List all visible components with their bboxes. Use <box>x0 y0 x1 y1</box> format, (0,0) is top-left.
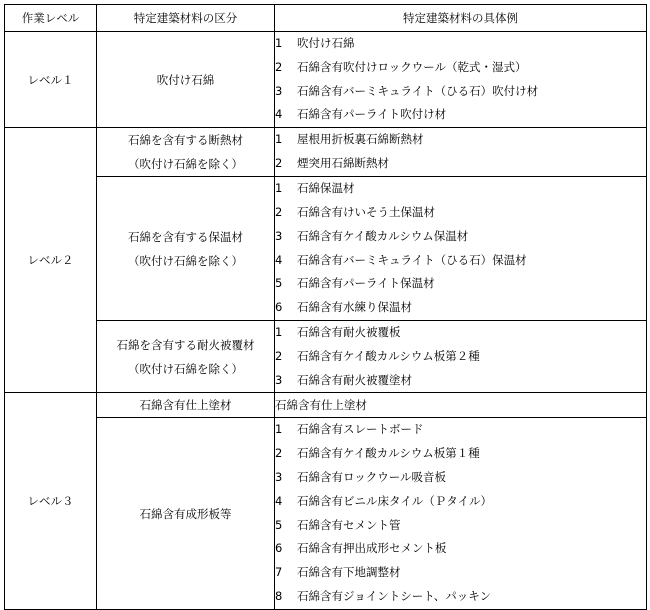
example-item-text: 石綿含有仕上塗材 <box>275 398 367 413</box>
work-level-cell: レベル１ <box>5 32 97 128</box>
header-row <box>5 5 647 32</box>
material-category-line: （吹付け石綿を除く） <box>128 253 243 268</box>
example-item <box>275 80 646 104</box>
example-item <box>275 177 646 201</box>
example-item-text: 石綿含有ビニル床タイル（Ｐタイル） <box>297 493 493 508</box>
example-item-text: 煙突用石綿断熱材 <box>297 156 389 171</box>
material-category-cell <box>97 320 275 392</box>
example-item <box>275 225 646 249</box>
example-item <box>275 128 646 152</box>
material-category-line: 石綿を含有する耐火被覆材 <box>116 337 255 352</box>
example-item <box>275 296 646 320</box>
example-item-text: 石綿含有ケイ酸カルシウム板第１種 <box>297 446 480 461</box>
header-work-level: 作業レベル <box>5 5 97 32</box>
example-item <box>275 537 646 561</box>
example-item-number: 1 <box>275 422 283 437</box>
example-item-text: 石綿含有バーミキュライト（ひる石）吹付け材 <box>297 83 539 98</box>
material-category-line: 吹付け石綿 <box>156 72 215 87</box>
example-item <box>275 56 646 80</box>
example-item-number: 4 <box>275 107 283 122</box>
material-category-line: 石綿含有仕上塗材 <box>139 398 232 413</box>
example-item <box>275 201 646 225</box>
material-examples-cell <box>275 320 647 392</box>
work-level-cell: レベル３ <box>5 393 97 609</box>
example-item-number: 2 <box>275 446 283 461</box>
example-item-number: 7 <box>275 565 283 580</box>
example-item-text: 石綿含有けいそう土保温材 <box>297 204 435 219</box>
example-item-text: 石綿含有耐火被覆塗材 <box>297 372 412 387</box>
example-item-text: 石綿含有ケイ酸カルシウム板第２種 <box>297 348 480 363</box>
asbestos-level-table <box>4 4 647 610</box>
table-row <box>5 128 647 177</box>
example-item-number: 6 <box>275 300 283 315</box>
example-item <box>275 32 646 56</box>
example-item-text: 石綿含有パーライト保温材 <box>297 276 435 291</box>
example-item <box>275 514 646 538</box>
example-item <box>275 442 646 466</box>
material-category-line: （吹付け石綿を除く） <box>128 361 243 376</box>
material-category-cell <box>97 418 275 609</box>
material-category-cell <box>97 32 275 128</box>
example-item <box>275 272 646 296</box>
material-category-line: 石綿を含有する断熱材 <box>128 133 243 148</box>
material-examples-cell <box>275 32 647 128</box>
example-item-number: 1 <box>275 181 283 196</box>
example-item-text: 石綿含有セメント管 <box>297 517 401 532</box>
table-row <box>5 418 647 609</box>
example-item-number: 3 <box>275 372 283 387</box>
example-item-number: 3 <box>275 228 283 243</box>
material-examples-cell <box>275 177 647 321</box>
example-item-number: 1 <box>275 132 283 147</box>
example-item-text: 石綿含有ロックウール吸音板 <box>297 469 447 484</box>
example-item <box>275 321 646 345</box>
example-item-text: 石綿含有スレートボード <box>297 422 424 437</box>
example-item <box>275 418 646 442</box>
example-item <box>275 152 646 176</box>
table-body <box>5 32 647 610</box>
example-item <box>275 490 646 514</box>
header-material-examples: 特定建築材料の具体例 <box>275 5 647 32</box>
example-item-number: 1 <box>275 324 283 339</box>
example-item-text: 吹付け石綿 <box>297 36 355 50</box>
table-row <box>5 177 647 321</box>
example-item-text: 石綿含有押出成形セメント板 <box>297 541 447 556</box>
table-row <box>5 320 647 392</box>
material-category-cell <box>97 128 275 177</box>
example-item <box>275 585 646 609</box>
example-item <box>275 103 646 127</box>
example-item-text: 石綿含有耐火被覆板 <box>297 324 401 339</box>
example-item-text: 石綿含有パーライト吹付け材 <box>297 107 447 122</box>
example-item-number: 6 <box>275 541 283 556</box>
material-examples-cell <box>275 393 647 418</box>
example-item-text: 石綿保温材 <box>297 181 355 196</box>
example-item-number: 2 <box>275 59 283 74</box>
material-category-cell <box>97 177 275 321</box>
example-item-text: 石綿含有ケイ酸カルシウム保温材 <box>297 228 469 243</box>
material-category-cell <box>97 393 275 418</box>
table-row <box>5 393 647 418</box>
example-item-text: 石綿含有吹付けロックウール（乾式・湿式） <box>297 59 527 74</box>
example-item-number: 5 <box>275 276 283 291</box>
example-item <box>275 561 646 585</box>
example-item <box>275 345 646 369</box>
example-item-text: 石綿含有バーミキュライト（ひる石）保温材 <box>297 252 527 267</box>
example-item-number: 3 <box>275 469 283 484</box>
example-item <box>275 249 646 273</box>
material-category-line: （吹付け石綿を除く） <box>128 157 243 172</box>
example-item-text: 石綿含有下地調整材 <box>297 565 401 580</box>
example-item-number: 2 <box>275 156 283 171</box>
header-material-category: 特定建築材料の区分 <box>97 5 275 32</box>
example-item-number: 2 <box>275 204 283 219</box>
example-item-number: 2 <box>275 348 283 363</box>
table-row <box>5 32 647 128</box>
example-item-number: 5 <box>275 517 283 532</box>
example-item-number: 3 <box>275 83 283 98</box>
material-examples-cell <box>275 128 647 177</box>
example-item-text: 屋根用折板裏石綿断熱材 <box>297 132 424 147</box>
material-category-line: 石綿含有成形板等 <box>139 506 232 521</box>
example-item-number: 8 <box>275 588 283 603</box>
example-item-number: 4 <box>275 493 283 508</box>
material-examples-cell <box>275 418 647 609</box>
example-item-number: 1 <box>275 36 283 50</box>
example-item-number: 4 <box>275 252 283 267</box>
example-item-text: 石綿含有水練り保温材 <box>297 300 412 315</box>
material-category-line: 石綿を含有する保温材 <box>128 229 243 244</box>
example-item <box>275 466 646 490</box>
work-level-cell: レベル２ <box>5 128 97 393</box>
example-item <box>275 369 646 393</box>
example-item-text: 石綿含有ジョイントシート、パッキン <box>297 588 492 603</box>
